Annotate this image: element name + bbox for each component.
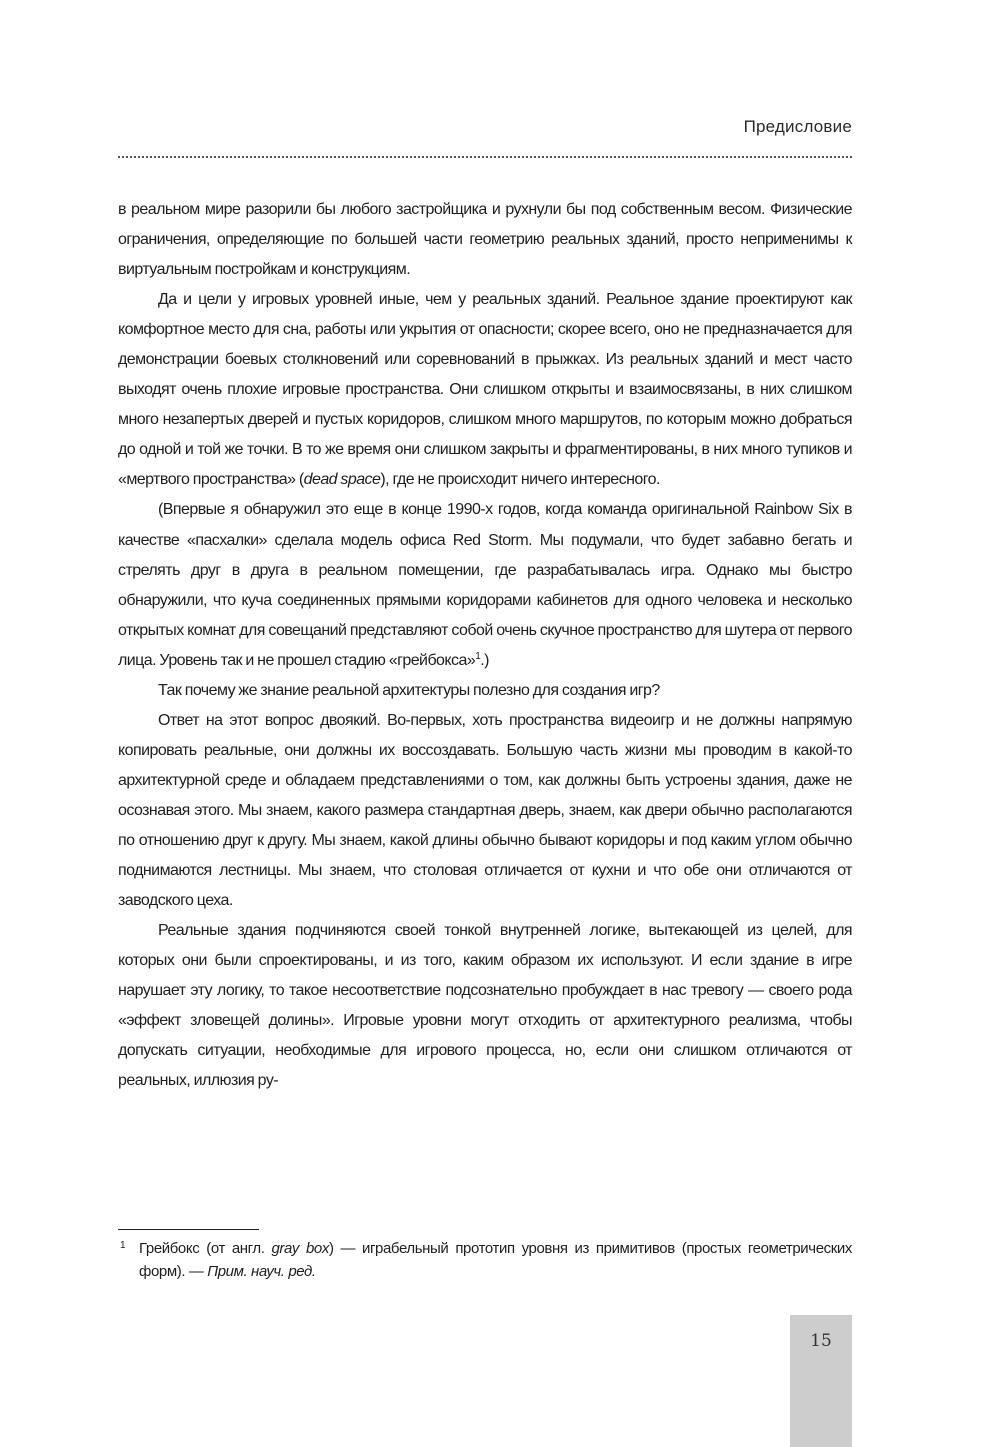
paragraph-3 — [118, 495, 852, 675]
footnote-reference: 1 — [475, 650, 481, 662]
footnote — [118, 1237, 852, 1283]
footnote-body — [139, 1237, 852, 1283]
header-dotted-rule — [118, 156, 852, 158]
footnote-mark: 1 — [120, 1240, 126, 1251]
paragraph-3-text-end: .) — [480, 651, 489, 669]
paragraph-3-text: (Впервые я обнаружил это еще в конце 1990-х годов, когда команда оригинальной Rainbow Six в качестве «пасхалки» сделала модель офиса Red Storm. Мы подумали, что будет забавно бегать и стрелять друг в друга в реальном помещении, где разрабатывалась игра. Однако мы быстро обнаружили, что куча соединенных прямыми коридорами кабинетов для одного человека и несколько открытых комнат для совещаний представляют собой очень скучное пространство для шутера от первого лица. Уровень так и не прошел стадию «грейбокса» — [118, 501, 852, 669]
footnote-text: Грейбокс (от англ. — [139, 1240, 272, 1257]
footnote-editor-note: Прим. науч. ред. — [207, 1263, 316, 1280]
paragraph-2 — [118, 285, 852, 495]
paragraph-5: Ответ на этот вопрос двоякий. Во-первых, хоть пространства видеоигр и не должны напрямую копировать реальные, они должны их воссоздавать. Большую часть жизни мы проводим в какой-то архитектурной среде и обладаем представлениями о том, как должны быть устроены здания, даже не осознавая этого. Мы знаем, какого размера стандартная дверь, знаем, как двери обычно располагаются по отношению друг к другу. Мы знаем, какой длины обычно бывают коридоры и под каким углом обычно поднимаются лестницы. Мы знаем, что столовая отличается от кухни и что обе они отличаются от заводского цеха. — [118, 711, 852, 910]
paragraph-6: Реальные здания подчиняются своей тонкой внутренней логике, вытекающей из целей, для которых они были спроектированы, и из того, каким образом их используют. И если здание в игре нарушает эту логику, то такое несоответствие подсознательно пробуждает в нас тревогу — своего рода «эффект зловещей долины». Игровые уровни могут отходить от архитектурного реализма, чтобы допускать ситуации, необходимые для игрового процесса, но, если они слишком отличаются от реальных, иллюзия ру- — [118, 922, 852, 1090]
footnote-rule — [118, 1229, 259, 1230]
paragraph-1: в реальном мире разорили бы любого застройщика и рухнули бы под собственным весом. Физические ограничения, определяющие по большей части геометрию реальных зданий, просто неприменимы к виртуальным постройкам и конструкциям. — [118, 201, 852, 279]
paragraph-2-text: Да и цели у игровых уровней иные, чем у реальных зданий. Реальное здание проектируют как комфортное место для сна, работы или укрытия от опасности; скорее всего, оно не предназначается для демонстрации боевых столкновений или соревнований в прыжках. Из реальных зданий и мест часто выходят очень плохие игровые пространства. Они слишком открыты и взаимосвязаны, в них слишком много незапертых дверей и пустых коридоров, слишком много маршрутов, по которым можно добраться до одной и той же точки. В то же время они слишком закрыты и фрагментированы, в них много тупиков и «мертвого пространства» ( — [118, 291, 852, 489]
paragraph-4: Так почему же знание реальной архитектуры полезно для создания игр? — [158, 681, 660, 699]
footnote-italic-term: gray box — [271, 1240, 329, 1257]
body-text — [118, 195, 852, 1096]
running-head: Предисловие — [743, 117, 852, 136]
footnote-text-middle: ) — играбельный прототип уровня из примитивов (простых геометрических форм). — — [139, 1240, 852, 1280]
paragraph-2-text-end: ), где не происходит ничего интересного. — [380, 471, 660, 489]
page-number: 15 — [810, 1331, 832, 1351]
paragraph-2-italic-term: dead space — [303, 471, 381, 489]
